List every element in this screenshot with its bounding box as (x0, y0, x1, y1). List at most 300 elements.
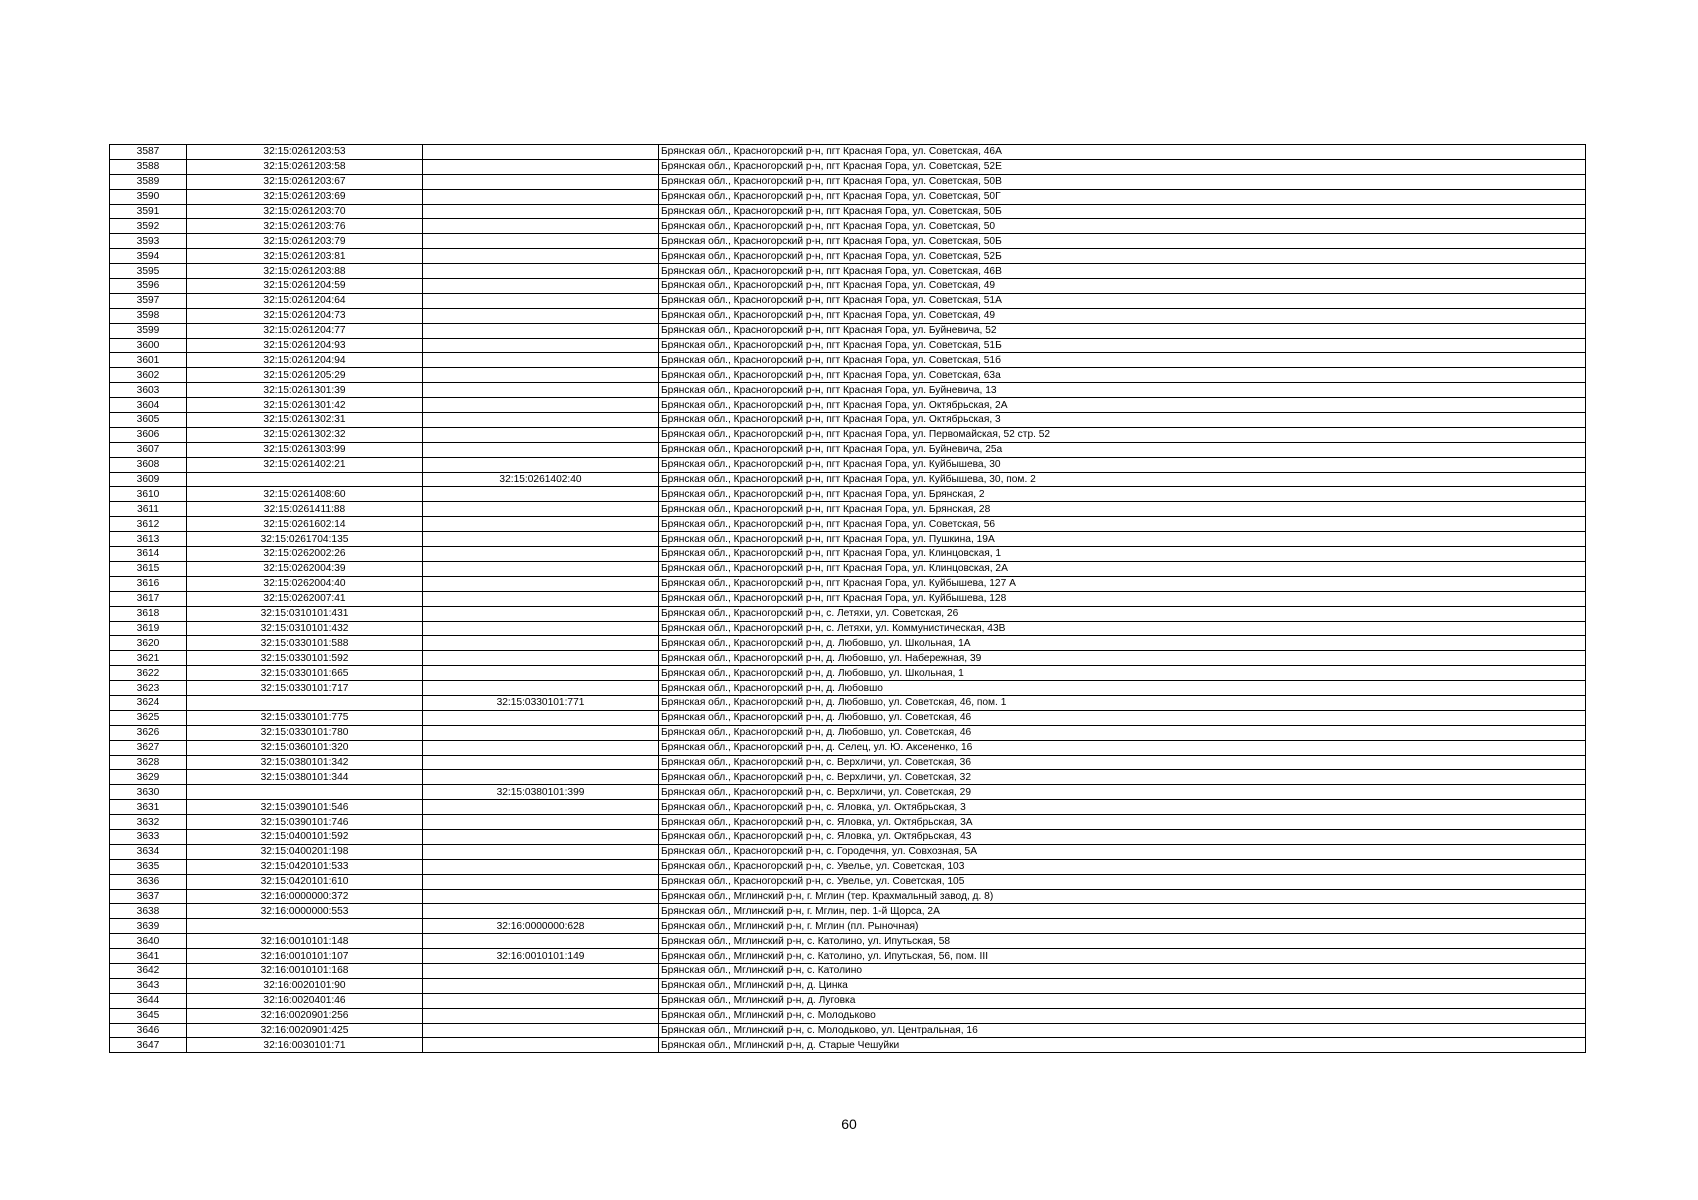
address-cell: Брянская обл., Красногорский р-н, с. Верхличи, ул. Советская, 32 (659, 770, 1586, 785)
address-cell: Брянская обл., Красногорский р-н, пгт Красная Гора, ул. Советская, 49 (659, 279, 1586, 294)
cadastral-number-cell: 32:15:0261301:39 (187, 383, 423, 398)
table-row (110, 770, 1586, 785)
address-cell: Брянская обл., Красногорский р-н, пгт Красная Гора, ул. Советская, 50Г (659, 189, 1586, 204)
cadastral-number-cell (187, 785, 423, 800)
table-row (110, 487, 1586, 502)
address-cell: Брянская обл., Красногорский р-н, с. Верхличи, ул. Советская, 29 (659, 785, 1586, 800)
cadastral-number-cell: 32:15:0261204:59 (187, 279, 423, 294)
room-cadastral-number-cell (423, 576, 659, 591)
room-cadastral-number-cell (423, 666, 659, 681)
room-cadastral-number-cell (423, 502, 659, 517)
room-cadastral-number-cell (423, 204, 659, 219)
address-cell: Брянская обл., Красногорский р-н, д. Селец, ул. Ю. Аксененко, 16 (659, 740, 1586, 755)
table-row (110, 874, 1586, 889)
row-number-cell: 3620 (110, 636, 187, 651)
cadastral-number-cell: 32:16:0010101:107 (187, 949, 423, 964)
cadastral-number-cell: 32:15:0261203:53 (187, 145, 423, 160)
address-cell: Брянская обл., Красногорский р-н, пгт Красная Гора, ул. Пушкина, 19А (659, 532, 1586, 547)
row-number-cell: 3630 (110, 785, 187, 800)
address-cell: Брянская обл., Красногорский р-н, д. Любовшо, ул. Набережная, 39 (659, 651, 1586, 666)
room-cadastral-number-cell (423, 234, 659, 249)
row-number-cell: 3589 (110, 174, 187, 189)
room-cadastral-number-cell (423, 264, 659, 279)
table-row (110, 934, 1586, 949)
table-row (110, 651, 1586, 666)
table-row (110, 234, 1586, 249)
room-cadastral-number-cell (423, 561, 659, 576)
row-number-cell: 3632 (110, 815, 187, 830)
address-cell: Брянская обл., Мглинский р-н, д. Старые Чешуйки (659, 1038, 1586, 1053)
address-cell: Брянская обл., Красногорский р-н, с. Летяхи, ул. Коммунистическая, 43В (659, 621, 1586, 636)
row-number-cell: 3628 (110, 755, 187, 770)
address-cell: Брянская обл., Красногорский р-н, пгт Красная Гора, ул. Советская, 52Б (659, 249, 1586, 264)
room-cadastral-number-cell (423, 174, 659, 189)
row-number-cell: 3642 (110, 963, 187, 978)
room-cadastral-number-cell (423, 189, 659, 204)
cadastral-number-cell: 32:15:0261411:88 (187, 502, 423, 517)
room-cadastral-number-cell (423, 427, 659, 442)
cadastral-number-cell (187, 919, 423, 934)
room-cadastral-number-cell (423, 249, 659, 264)
table-row (110, 517, 1586, 532)
table-row (110, 695, 1586, 710)
cadastral-number-cell: 32:15:0261203:70 (187, 204, 423, 219)
address-cell: Брянская обл., Красногорский р-н, с. Увелье, ул. Советская, 105 (659, 874, 1586, 889)
room-cadastral-number-cell (423, 457, 659, 472)
table-row (110, 159, 1586, 174)
room-cadastral-number-cell (423, 532, 659, 547)
table-row (110, 383, 1586, 398)
table-row (110, 472, 1586, 487)
table-row (110, 710, 1586, 725)
address-cell: Брянская обл., Красногорский р-н, пгт Красная Гора, ул. Советская, 50В (659, 174, 1586, 189)
cadastral-number-cell: 32:15:0261204:77 (187, 323, 423, 338)
address-cell: Брянская обл., Красногорский р-н, д. Любовшо, ул. Советская, 46, пом. 1 (659, 695, 1586, 710)
address-cell: Брянская обл., Мглинский р-н, г. Мглин (тер. Крахмальный завод, д. 8) (659, 889, 1586, 904)
row-number-cell: 3590 (110, 189, 187, 204)
cadastral-number-cell: 32:15:0261203:79 (187, 234, 423, 249)
row-number-cell: 3594 (110, 249, 187, 264)
room-cadastral-number-cell (423, 606, 659, 621)
row-number-cell: 3638 (110, 904, 187, 919)
cadastral-number-cell: 32:15:0261203:67 (187, 174, 423, 189)
table-row (110, 666, 1586, 681)
row-number-cell: 3596 (110, 279, 187, 294)
room-cadastral-number-cell (423, 829, 659, 844)
row-number-cell: 3599 (110, 323, 187, 338)
property-table (109, 144, 1586, 1053)
row-number-cell: 3627 (110, 740, 187, 755)
cadastral-number-cell: 32:16:0020101:90 (187, 978, 423, 993)
row-number-cell: 3595 (110, 264, 187, 279)
row-number-cell: 3624 (110, 695, 187, 710)
row-number-cell: 3615 (110, 561, 187, 576)
room-cadastral-number-cell: 32:16:0010101:149 (423, 949, 659, 964)
row-number-cell: 3606 (110, 427, 187, 442)
row-number-cell: 3593 (110, 234, 187, 249)
address-cell: Брянская обл., Красногорский р-н, пгт Красная Гора, ул. Брянская, 2 (659, 487, 1586, 502)
address-cell: Брянская обл., Красногорский р-н, пгт Красная Гора, ул. Буйневича, 13 (659, 383, 1586, 398)
cadastral-number-cell: 32:15:0261303:99 (187, 442, 423, 457)
row-number-cell: 3644 (110, 993, 187, 1008)
cadastral-number-cell: 32:15:0261204:93 (187, 338, 423, 353)
cadastral-number-cell: 32:16:0020401:46 (187, 993, 423, 1008)
address-cell: Брянская обл., Красногорский р-н, пгт Красная Гора, ул. Советская, 49 (659, 308, 1586, 323)
table-row (110, 1008, 1586, 1023)
row-number-cell: 3622 (110, 666, 187, 681)
table-row (110, 293, 1586, 308)
address-cell: Брянская обл., Красногорский р-н, с. Городечня, ул. Совхозная, 5А (659, 844, 1586, 859)
room-cadastral-number-cell (423, 844, 659, 859)
cadastral-number-cell: 32:16:0000000:553 (187, 904, 423, 919)
address-cell: Брянская обл., Мглинский р-н, д. Цинка (659, 978, 1586, 993)
room-cadastral-number-cell (423, 547, 659, 562)
table-row (110, 844, 1586, 859)
table-row (110, 800, 1586, 815)
table-row (110, 576, 1586, 591)
table-row (110, 561, 1586, 576)
cadastral-number-cell (187, 695, 423, 710)
cadastral-number-cell: 32:15:0330101:775 (187, 710, 423, 725)
cadastral-number-cell: 32:15:0261203:76 (187, 219, 423, 234)
row-number-cell: 3591 (110, 204, 187, 219)
address-cell: Брянская обл., Красногорский р-н, с. Летяхи, ул. Советская, 26 (659, 606, 1586, 621)
room-cadastral-number-cell (423, 383, 659, 398)
address-cell: Брянская обл., Красногорский р-н, пгт Красная Гора, ул. Куйбышева, 30, пом. 2 (659, 472, 1586, 487)
table-row (110, 174, 1586, 189)
table-row (110, 413, 1586, 428)
row-number-cell: 3639 (110, 919, 187, 934)
address-cell: Брянская обл., Красногорский р-н, пгт Красная Гора, ул. Советская, 46В (659, 264, 1586, 279)
cadastral-number-cell: 32:15:0261204:73 (187, 308, 423, 323)
address-cell: Брянская обл., Мглинский р-н, с. Молодьково (659, 1008, 1586, 1023)
row-number-cell: 3597 (110, 293, 187, 308)
room-cadastral-number-cell (423, 800, 659, 815)
address-cell: Брянская обл., Красногорский р-н, д. Любовшо, ул. Советская, 46 (659, 710, 1586, 725)
row-number-cell: 3631 (110, 800, 187, 815)
room-cadastral-number-cell (423, 770, 659, 785)
address-cell: Брянская обл., Красногорский р-н, пгт Красная Гора, ул. Брянская, 28 (659, 502, 1586, 517)
table-row (110, 1038, 1586, 1053)
address-cell: Брянская обл., Красногорский р-н, д. Любовшо (659, 681, 1586, 696)
cadastral-number-cell: 32:16:0030101:71 (187, 1038, 423, 1053)
table-row (110, 755, 1586, 770)
cadastral-number-cell: 32:15:0420101:610 (187, 874, 423, 889)
row-number-cell: 3617 (110, 591, 187, 606)
table-row (110, 829, 1586, 844)
cadastral-number-cell: 32:15:0261408:60 (187, 487, 423, 502)
address-cell: Брянская обл., Красногорский р-н, д. Любовшо, ул. Советская, 46 (659, 725, 1586, 740)
row-number-cell: 3629 (110, 770, 187, 785)
address-cell: Брянская обл., Красногорский р-н, с. Яловка, ул. Октябрьская, 3А (659, 815, 1586, 830)
cadastral-number-cell: 32:15:0330101:665 (187, 666, 423, 681)
row-number-cell: 3611 (110, 502, 187, 517)
table-row (110, 219, 1586, 234)
address-cell: Брянская обл., Красногорский р-н, пгт Красная Гора, ул. Первомайская, 52 стр. 52 (659, 427, 1586, 442)
row-number-cell: 3633 (110, 829, 187, 844)
cadastral-number-cell: 32:16:0020901:256 (187, 1008, 423, 1023)
row-number-cell: 3643 (110, 978, 187, 993)
cadastral-number-cell: 32:15:0330101:780 (187, 725, 423, 740)
row-number-cell: 3601 (110, 353, 187, 368)
room-cadastral-number-cell (423, 725, 659, 740)
row-number-cell: 3603 (110, 383, 187, 398)
table-row (110, 338, 1586, 353)
address-cell: Брянская обл., Красногорский р-н, пгт Красная Гора, ул. Советская, 56 (659, 517, 1586, 532)
table-row (110, 353, 1586, 368)
table-row (110, 532, 1586, 547)
table-row (110, 323, 1586, 338)
cadastral-number-cell: 32:15:0261704:135 (187, 532, 423, 547)
row-number-cell: 3637 (110, 889, 187, 904)
address-cell: Брянская обл., Мглинский р-н, г. Мглин (пл. Рыночная) (659, 919, 1586, 934)
row-number-cell: 3600 (110, 338, 187, 353)
table-body (110, 145, 1586, 1053)
room-cadastral-number-cell (423, 621, 659, 636)
address-cell: Брянская обл., Красногорский р-н, пгт Красная Гора, ул. Советская, 50 (659, 219, 1586, 234)
cadastral-number-cell: 32:15:0330101:717 (187, 681, 423, 696)
table-row (110, 442, 1586, 457)
room-cadastral-number-cell: 32:15:0380101:399 (423, 785, 659, 800)
cadastral-number-cell: 32:15:0261302:32 (187, 427, 423, 442)
room-cadastral-number-cell (423, 338, 659, 353)
address-cell: Брянская обл., Красногорский р-н, пгт Красная Гора, ул. Куйбышева, 128 (659, 591, 1586, 606)
cadastral-number-cell: 32:15:0261204:94 (187, 353, 423, 368)
address-cell: Брянская обл., Красногорский р-н, с. Яловка, ул. Октябрьская, 43 (659, 829, 1586, 844)
room-cadastral-number-cell (423, 353, 659, 368)
table-row (110, 636, 1586, 651)
table-row (110, 993, 1586, 1008)
room-cadastral-number-cell (423, 279, 659, 294)
table-row (110, 398, 1586, 413)
row-number-cell: 3645 (110, 1008, 187, 1023)
table-row (110, 279, 1586, 294)
room-cadastral-number-cell (423, 368, 659, 383)
table-row (110, 457, 1586, 472)
address-cell: Брянская обл., Красногорский р-н, пгт Красная Гора, ул. Советская, 46А (659, 145, 1586, 160)
row-number-cell: 3626 (110, 725, 187, 740)
row-number-cell: 3588 (110, 159, 187, 174)
row-number-cell: 3641 (110, 949, 187, 964)
row-number-cell: 3625 (110, 710, 187, 725)
table-row (110, 904, 1586, 919)
table-row (110, 978, 1586, 993)
address-cell: Брянская обл., Красногорский р-н, пгт Красная Гора, ул. Советская, 52Е (659, 159, 1586, 174)
row-number-cell: 3647 (110, 1038, 187, 1053)
table-row (110, 949, 1586, 964)
room-cadastral-number-cell (423, 978, 659, 993)
cadastral-number-cell: 32:15:0261204:64 (187, 293, 423, 308)
room-cadastral-number-cell (423, 1038, 659, 1053)
room-cadastral-number-cell (423, 591, 659, 606)
cadastral-number-cell: 32:15:0380101:342 (187, 755, 423, 770)
cadastral-number-cell: 32:15:0310101:431 (187, 606, 423, 621)
row-number-cell: 3608 (110, 457, 187, 472)
table-row (110, 249, 1586, 264)
room-cadastral-number-cell (423, 293, 659, 308)
cadastral-number-cell: 32:15:0261203:69 (187, 189, 423, 204)
table-row (110, 145, 1586, 160)
cadastral-number-cell: 32:16:0010101:148 (187, 934, 423, 949)
room-cadastral-number-cell (423, 442, 659, 457)
address-cell: Брянская обл., Красногорский р-н, пгт Красная Гора, ул. Октябрьская, 3 (659, 413, 1586, 428)
table-row (110, 204, 1586, 219)
cadastral-number-cell: 32:15:0261402:21 (187, 457, 423, 472)
row-number-cell: 3605 (110, 413, 187, 428)
address-cell: Брянская обл., Красногорский р-н, с. Яловка, ул. Октябрьская, 3 (659, 800, 1586, 815)
room-cadastral-number-cell (423, 815, 659, 830)
table-row (110, 189, 1586, 204)
table-row (110, 889, 1586, 904)
room-cadastral-number-cell (423, 1023, 659, 1038)
table-row (110, 368, 1586, 383)
row-number-cell: 3635 (110, 859, 187, 874)
room-cadastral-number-cell: 32:15:0330101:771 (423, 695, 659, 710)
row-number-cell: 3592 (110, 219, 187, 234)
address-cell: Брянская обл., Красногорский р-н, пгт Красная Гора, ул. Куйбышева, 30 (659, 457, 1586, 472)
row-number-cell: 3634 (110, 844, 187, 859)
cadastral-number-cell: 32:15:0420101:533 (187, 859, 423, 874)
address-cell: Брянская обл., Красногорский р-н, пгт Красная Гора, ул. Советская, 50Б (659, 234, 1586, 249)
room-cadastral-number-cell (423, 219, 659, 234)
room-cadastral-number-cell (423, 755, 659, 770)
row-number-cell: 3612 (110, 517, 187, 532)
address-cell: Брянская обл., Красногорский р-н, пгт Красная Гора, ул. Буйневича, 25а (659, 442, 1586, 457)
address-cell: Брянская обл., Красногорский р-н, пгт Красная Гора, ул. Клинцовская, 1 (659, 547, 1586, 562)
cadastral-number-cell: 32:15:0380101:344 (187, 770, 423, 785)
row-number-cell: 3619 (110, 621, 187, 636)
address-cell: Брянская обл., Красногорский р-н, пгт Красная Гора, ул. Октябрьская, 2А (659, 398, 1586, 413)
table-row (110, 591, 1586, 606)
cadastral-number-cell: 32:15:0261602:14 (187, 517, 423, 532)
room-cadastral-number-cell (423, 993, 659, 1008)
room-cadastral-number-cell (423, 740, 659, 755)
room-cadastral-number-cell: 32:16:0000000:628 (423, 919, 659, 934)
row-number-cell: 3604 (110, 398, 187, 413)
room-cadastral-number-cell (423, 963, 659, 978)
table-row (110, 725, 1586, 740)
row-number-cell: 3640 (110, 934, 187, 949)
address-cell: Брянская обл., Мглинский р-н, с. Католино, ул. Ипутьская, 58 (659, 934, 1586, 949)
cadastral-number-cell: 32:16:0000000:372 (187, 889, 423, 904)
room-cadastral-number-cell (423, 889, 659, 904)
address-cell: Брянская обл., Мглинский р-н, с. Молодьково, ул. Центральная, 16 (659, 1023, 1586, 1038)
cadastral-number-cell: 32:15:0261301:42 (187, 398, 423, 413)
address-cell: Брянская обл., Красногорский р-н, с. Верхличи, ул. Советская, 36 (659, 755, 1586, 770)
table-row (110, 740, 1586, 755)
address-cell: Брянская обл., Мглинский р-н, д. Луговка (659, 993, 1586, 1008)
cadastral-number-cell: 32:15:0262002:26 (187, 547, 423, 562)
table-row (110, 264, 1586, 279)
row-number-cell: 3610 (110, 487, 187, 502)
cadastral-number-cell: 32:15:0360101:320 (187, 740, 423, 755)
table-row (110, 308, 1586, 323)
room-cadastral-number-cell (423, 398, 659, 413)
cadastral-number-cell: 32:15:0330101:592 (187, 651, 423, 666)
row-number-cell: 3598 (110, 308, 187, 323)
room-cadastral-number-cell (423, 308, 659, 323)
room-cadastral-number-cell (423, 710, 659, 725)
room-cadastral-number-cell (423, 1008, 659, 1023)
table-row (110, 427, 1586, 442)
cadastral-number-cell: 32:16:0010101:168 (187, 963, 423, 978)
cadastral-number-cell: 32:16:0020901:425 (187, 1023, 423, 1038)
address-cell: Брянская обл., Мглинский р-н, с. Католино (659, 963, 1586, 978)
row-number-cell: 3609 (110, 472, 187, 487)
cadastral-number-cell: 32:15:0400201:198 (187, 844, 423, 859)
address-cell: Брянская обл., Красногорский р-н, пгт Красная Гора, ул. Советская, 51А (659, 293, 1586, 308)
address-cell: Брянская обл., Красногорский р-н, пгт Красная Гора, ул. Клинцовская, 2А (659, 561, 1586, 576)
address-cell: Брянская обл., Красногорский р-н, с. Увелье, ул. Советская, 103 (659, 859, 1586, 874)
table-row (110, 919, 1586, 934)
row-number-cell: 3587 (110, 145, 187, 160)
cadastral-number-cell: 32:15:0261203:81 (187, 249, 423, 264)
row-number-cell: 3616 (110, 576, 187, 591)
address-cell: Брянская обл., Мглинский р-н, г. Мглин, пер. 1-й Щорса, 2А (659, 904, 1586, 919)
room-cadastral-number-cell (423, 159, 659, 174)
cadastral-number-cell: 32:15:0261203:58 (187, 159, 423, 174)
cadastral-number-cell: 32:15:0390101:546 (187, 800, 423, 815)
cadastral-number-cell: 32:15:0261203:88 (187, 264, 423, 279)
address-cell: Брянская обл., Красногорский р-н, д. Любовшо, ул. Школьная, 1 (659, 666, 1586, 681)
table-row (110, 606, 1586, 621)
room-cadastral-number-cell (423, 874, 659, 889)
table-row (110, 547, 1586, 562)
row-number-cell: 3618 (110, 606, 187, 621)
table-row (110, 785, 1586, 800)
address-cell: Брянская обл., Красногорский р-н, пгт Красная Гора, ул. Советская, 63а (659, 368, 1586, 383)
cadastral-number-cell (187, 472, 423, 487)
cadastral-number-cell: 32:15:0262007:41 (187, 591, 423, 606)
cadastral-number-cell: 32:15:0400101:592 (187, 829, 423, 844)
cadastral-number-cell: 32:15:0262004:40 (187, 576, 423, 591)
address-cell: Брянская обл., Красногорский р-н, д. Любовшо, ул. Школьная, 1А (659, 636, 1586, 651)
address-cell: Брянская обл., Красногорский р-н, пгт Красная Гора, ул. Советская, 51Б (659, 338, 1586, 353)
cadastral-number-cell: 32:15:0261302:31 (187, 413, 423, 428)
table-row (110, 859, 1586, 874)
table-row (110, 502, 1586, 517)
row-number-cell: 3636 (110, 874, 187, 889)
room-cadastral-number-cell (423, 517, 659, 532)
room-cadastral-number-cell (423, 636, 659, 651)
room-cadastral-number-cell (423, 859, 659, 874)
cadastral-number-cell: 32:15:0310101:432 (187, 621, 423, 636)
room-cadastral-number-cell (423, 145, 659, 160)
row-number-cell: 3607 (110, 442, 187, 457)
room-cadastral-number-cell: 32:15:0261402:40 (423, 472, 659, 487)
page-number: 60 (841, 1116, 857, 1132)
table-row (110, 1023, 1586, 1038)
row-number-cell: 3646 (110, 1023, 187, 1038)
table-row (110, 963, 1586, 978)
row-number-cell: 3613 (110, 532, 187, 547)
row-number-cell: 3602 (110, 368, 187, 383)
table-row (110, 681, 1586, 696)
room-cadastral-number-cell (423, 681, 659, 696)
cadastral-number-cell: 32:15:0262004:39 (187, 561, 423, 576)
table-row (110, 815, 1586, 830)
room-cadastral-number-cell (423, 904, 659, 919)
room-cadastral-number-cell (423, 323, 659, 338)
table-row (110, 621, 1586, 636)
address-cell: Брянская обл., Красногорский р-н, пгт Красная Гора, ул. Советская, 50Б (659, 204, 1586, 219)
address-cell: Брянская обл., Мглинский р-н, с. Католино, ул. Ипутьская, 56, пом. III (659, 949, 1586, 964)
row-number-cell: 3623 (110, 681, 187, 696)
address-cell: Брянская обл., Красногорский р-н, пгт Красная Гора, ул. Советская, 51б (659, 353, 1586, 368)
cadastral-number-cell: 32:15:0390101:746 (187, 815, 423, 830)
row-number-cell: 3614 (110, 547, 187, 562)
room-cadastral-number-cell (423, 487, 659, 502)
